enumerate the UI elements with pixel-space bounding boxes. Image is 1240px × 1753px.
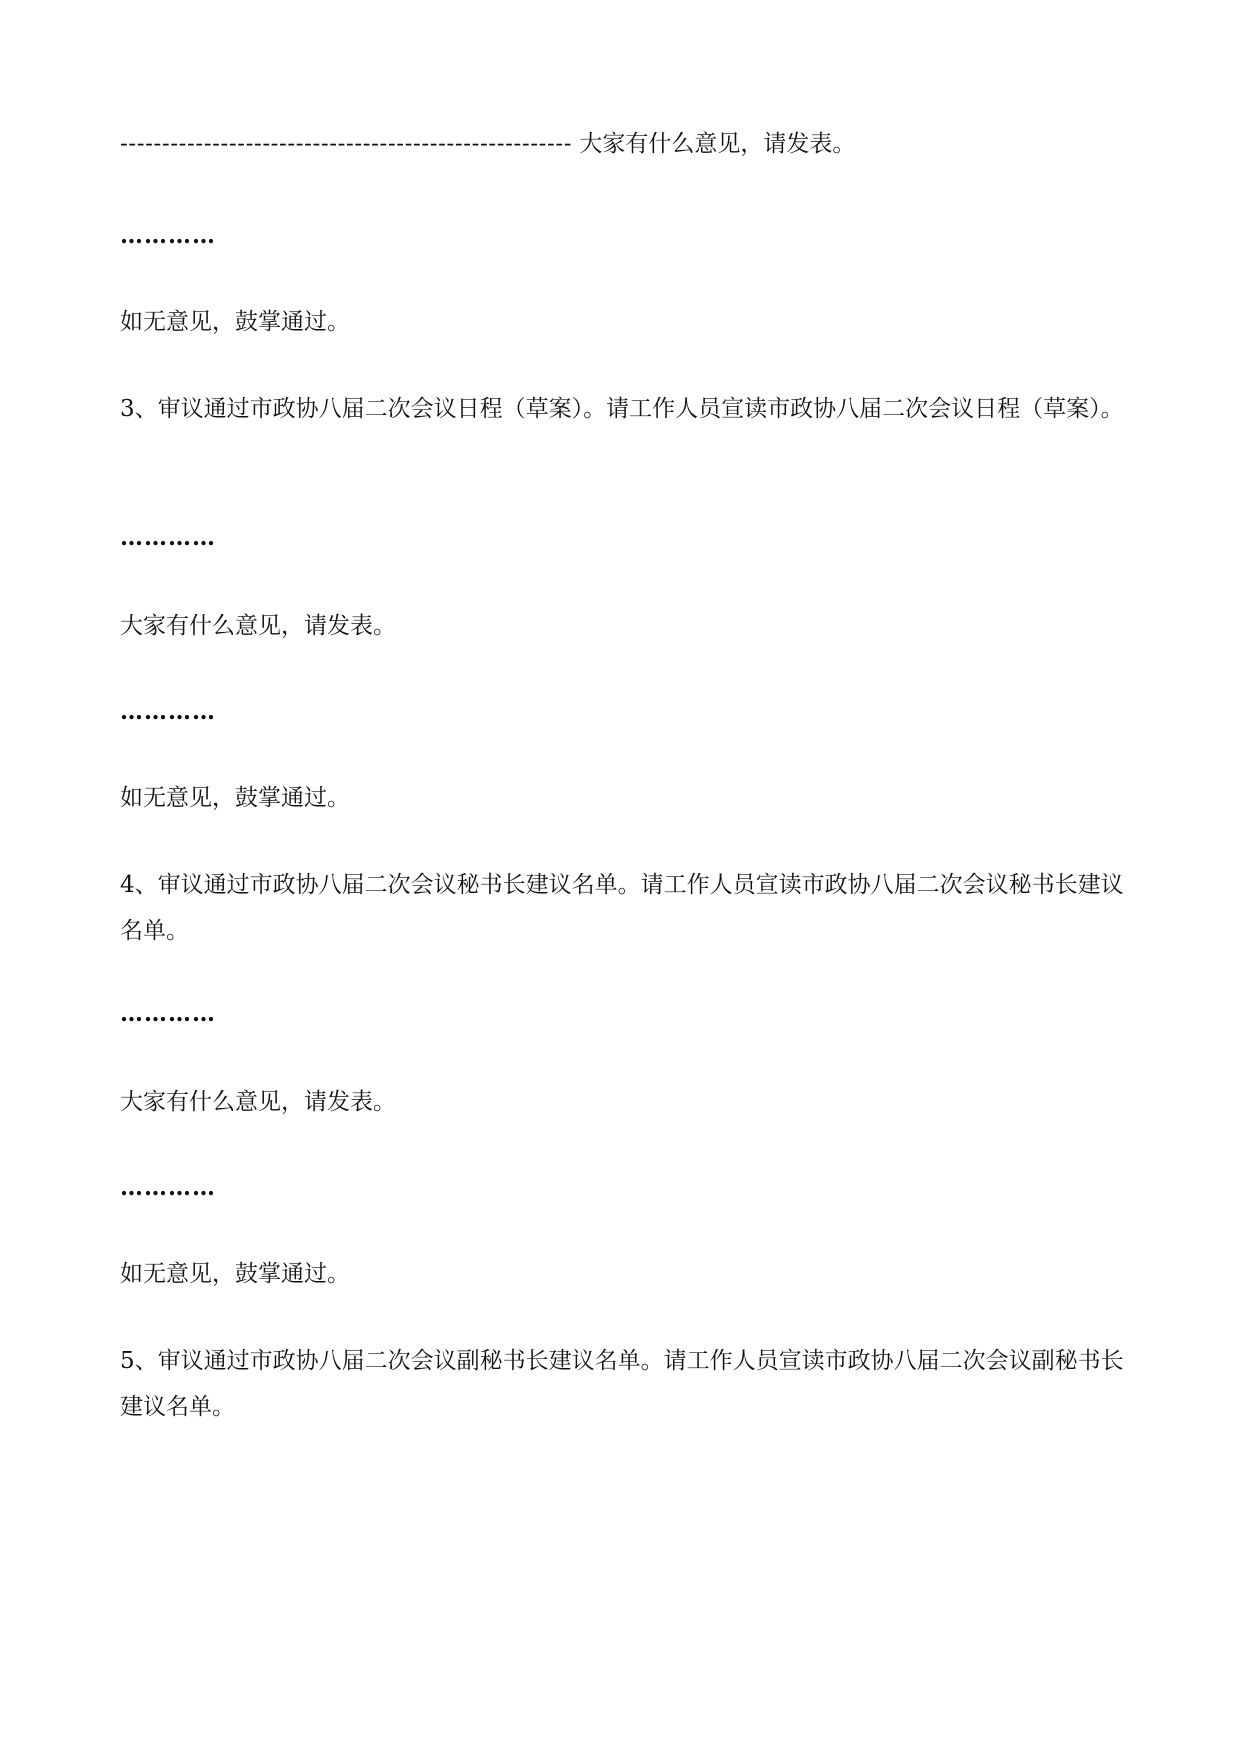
prompt-line: 大家有什么意见，请发表。 xyxy=(120,613,396,639)
approval-line: 如无意见，鼓掌通过。 xyxy=(120,309,350,335)
agenda-item-5: 5、审议通过市政协八届二次会议副秘书长建议名单。请工作人员宣读市政协八届二次会议副秘书长建议名单。 xyxy=(120,1348,1124,1420)
prompt-text: 大家有什么意见，请发表。 xyxy=(579,131,856,157)
agenda-item-3: 3、审议通过市政协八届二次会议日程（草案）。请工作人员宣读市政协八届二次会议日程（草案）。 xyxy=(120,396,1124,422)
ellipsis-line: ………… xyxy=(120,222,216,249)
prompt-line: 大家有什么意见，请发表。 xyxy=(120,1089,396,1115)
dash-separator: ------------------------------------------------------ xyxy=(120,131,573,157)
ellipsis-line: ………… xyxy=(120,524,216,551)
agenda-item-4: 4、审议通过市政协八届二次会议秘书长建议名单。请工作人员宣读市政协八届二次会议秘书长建议名单。 xyxy=(120,872,1124,944)
approval-line: 如无意见，鼓掌通过。 xyxy=(120,1261,350,1287)
dash-line xyxy=(120,122,1130,166)
ellipsis-line: ………… xyxy=(120,1000,216,1027)
approval-line: 如无意见，鼓掌通过。 xyxy=(120,785,350,811)
ellipsis-line: ………… xyxy=(120,698,216,725)
ellipsis-line: ………… xyxy=(120,1174,216,1201)
